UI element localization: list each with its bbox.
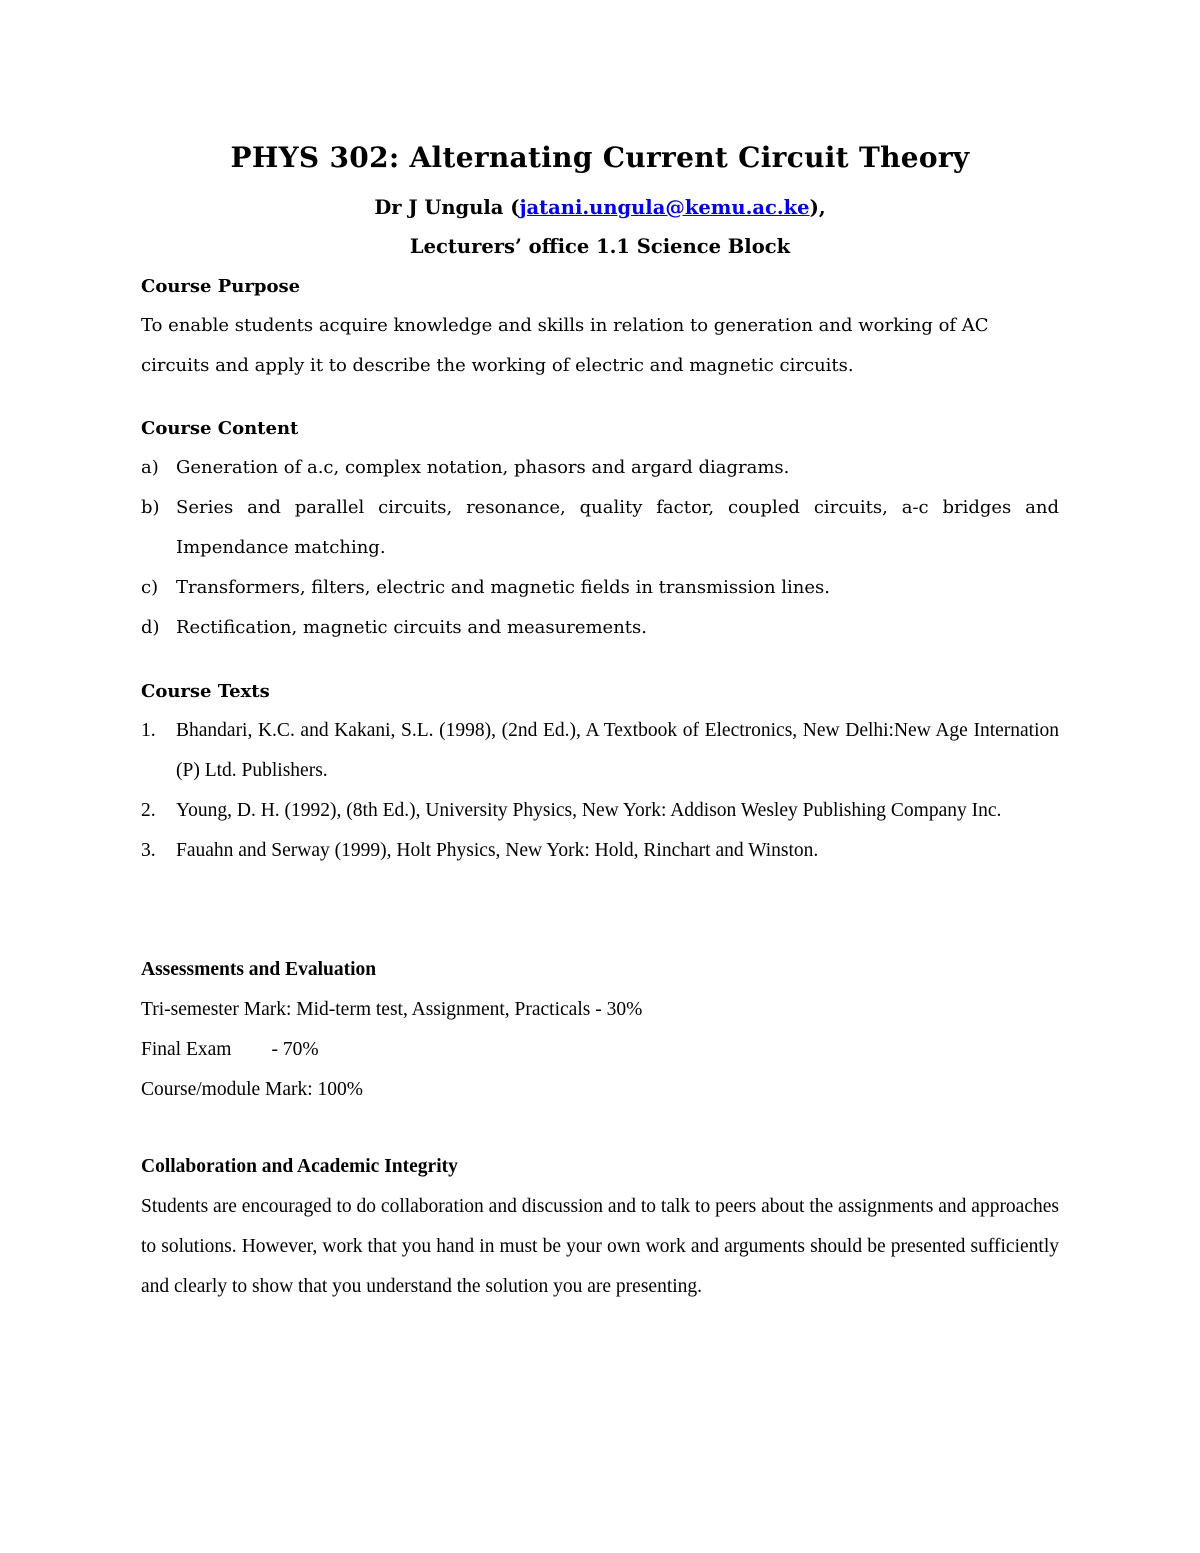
list-item-text: Fauahn and Serway (1999), Holt Physics, New York: Hold, Rinchart and Winston. — [176, 840, 819, 861]
list-item-text: Bhandari, K.C. and Kakani, S.L. (1998), (2nd Ed.), A Textbook of Electronics, New Delhi:New Age Internation (P) Ltd. Publishers. — [176, 720, 1059, 781]
assessment-final-exam — [141, 1030, 1059, 1070]
lecturer-email-link[interactable]: jatani.ungula@kemu.ac.ke — [519, 196, 810, 219]
course-content-list — [141, 448, 1059, 648]
assessment-details — [141, 990, 1059, 1110]
list-item-text: Rectification, magnetic circuits and measurements. — [176, 617, 647, 638]
course-content-heading: Course Content — [141, 418, 299, 439]
list-marker: b) — [141, 497, 160, 518]
course-purpose-heading: Course Purpose — [141, 276, 301, 297]
final-exam-label: Final Exam — [141, 1039, 232, 1060]
list-item-text: Young, D. H. (1992), (8th Ed.), University Physics, New York: Addison Wesley Publishing Company Inc. — [176, 800, 1002, 821]
list-item-text: Series and parallel circuits, resonance, quality factor, coupled circuits, a-c bridges and Impendance matching. — [176, 497, 1059, 558]
list-marker: 1. — [141, 720, 156, 741]
integrity-text: Students are encouraged to do collaboration and discussion and to talk to peers about the assignments and approaches to solutions. However, work that you hand in must be your own work and arguments should be presented sufficiently and clearly to show that you understand the solution you are presenting. — [141, 1196, 1059, 1297]
list-item — [141, 608, 1059, 648]
course-texts-list — [141, 711, 1059, 871]
integrity-heading: Collaboration and Academic Integrity — [141, 1156, 458, 1177]
list-marker: 2. — [141, 800, 156, 821]
list-item — [141, 448, 1059, 488]
assessment-total: Course/module Mark: 100% — [141, 1079, 364, 1100]
lecturer-suffix: ), — [809, 196, 826, 219]
list-item-text: Generation of a.c, complex notation, phasors and argard diagrams. — [176, 457, 790, 478]
list-marker: a) — [141, 457, 159, 478]
page-title: PHYS 302: Alternating Current Circuit Theory — [230, 141, 970, 174]
list-item — [141, 711, 1059, 791]
lecturer-line — [0, 193, 1200, 223]
office-location: Lecturers’ office 1.1 Science Block — [409, 235, 791, 258]
list-item — [141, 488, 1059, 568]
course-texts-heading: Course Texts — [141, 681, 270, 702]
list-item — [141, 831, 1059, 871]
list-marker: d) — [141, 617, 160, 638]
list-item-text: Transformers, filters, electric and magnetic fields in transmission lines. — [176, 577, 830, 598]
assessment-heading: Assessments and Evaluation — [141, 959, 377, 980]
course-purpose-text: To enable students acquire knowledge and skills in relation to generation and working of AC circuits and apply it to describe the working of electric and magnetic circuits. — [141, 315, 989, 376]
lecturer-name: Dr J Ungula ( — [374, 196, 520, 219]
list-marker: 3. — [141, 840, 156, 861]
assessment-trisemester: Tri-semester Mark: Mid-term test, Assignment, Practicals - 30% — [141, 999, 643, 1020]
list-item — [141, 568, 1059, 608]
list-item — [141, 791, 1059, 831]
list-marker: c) — [141, 577, 159, 598]
final-exam-value: - 70% — [271, 1039, 319, 1060]
